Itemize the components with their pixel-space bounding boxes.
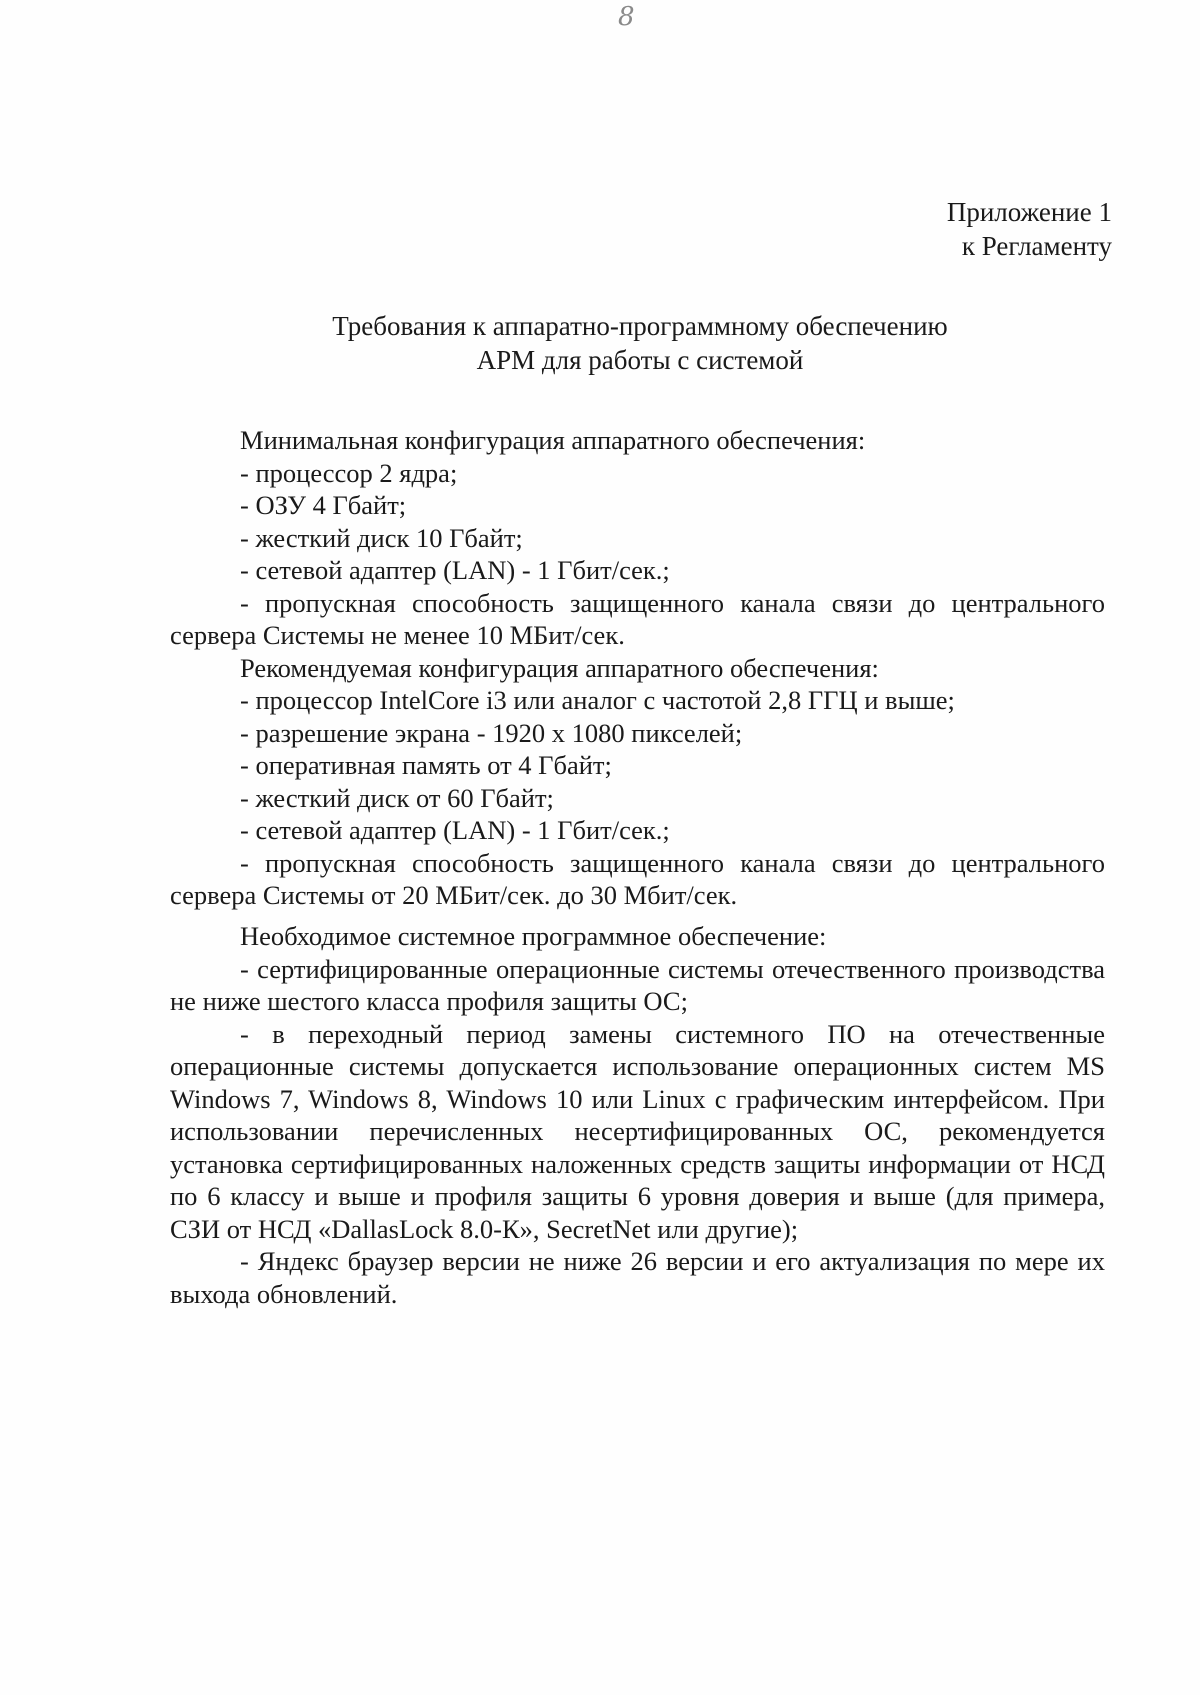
recommended-heading: Рекомендуемая конфигурация аппаратного обеспечения: xyxy=(240,652,879,683)
document-title xyxy=(190,309,1090,377)
software-paragraph-1: - сертифицированные операционные системы отечественного производства не ниже шестого класса профиля защиты ОС; xyxy=(170,953,1105,1016)
recommended-item: - процессор IntelCore i3 или аналог с частотой 2,8 ГГЦ и выше; xyxy=(240,685,955,715)
minimal-heading: Минимальная конфигурация аппаратного обеспечения: xyxy=(240,425,866,455)
software-section xyxy=(170,920,1105,1310)
hardware-section xyxy=(170,424,1105,912)
recommended-item: - жесткий диск от 60 Гбайт; xyxy=(240,782,554,813)
minimal-channel-line-1: - пропускная способность защищенного канала связи до центрального xyxy=(240,587,1105,618)
appendix-line-2: к Регламенту xyxy=(961,231,1112,261)
recommended-item: - сетевой адаптер (LAN) - 1 Гбит/сек.; xyxy=(240,815,670,845)
software-paragraph-2: - в переходный период замены системного ПО на отечественные операционные системы допускается использование операционных систем MS Windows 7, Windows 8, Windows 10 или Linux с графическим интерфейсом. При использовании перечисленных несертифицированных ОС, рекомендуется установка сертифицированных наложенных средств защиты информации от НСД по 6 классу и выше и профиля защиты 6 уровня доверия и выше (для примера, СЗИ от НСД «DallasLock 8.0-К», SecretNet или другие); xyxy=(170,1018,1105,1244)
title-line-1: Требования к аппаратно-программному обеспечению xyxy=(332,311,948,341)
page-number: 8 xyxy=(618,2,635,32)
appendix-note xyxy=(947,195,1112,263)
recommended-channel-line-2: сервера Системы от 20 МБит/сек. до 30 Мбит/сек. xyxy=(170,880,738,910)
recommended-channel-line-1: - пропускная способность защищенного канала связи до центрального xyxy=(240,847,1105,878)
recommended-item: - разрешение экрана - 1920 х 1080 пикселей; xyxy=(240,717,743,748)
minimal-item: - процессор 2 ядра; xyxy=(240,457,458,488)
minimal-item: - сетевой адаптер (LAN) - 1 Гбит/сек.; xyxy=(240,555,670,585)
software-paragraph-3: - Яндекс браузер версии не ниже 26 версии и его актуализация по мере их выхода обновлений. xyxy=(170,1246,1105,1309)
title-line-2: АРМ для работы с системой xyxy=(476,345,804,375)
recommended-item: - оперативная память от 4 Гбайт; xyxy=(240,750,612,780)
minimal-item: - жесткий диск 10 Гбайт; xyxy=(240,522,523,553)
minimal-item: - ОЗУ 4 Гбайт; xyxy=(240,490,407,520)
software-heading: Необходимое системное программное обеспечение: xyxy=(240,921,827,951)
minimal-channel-line-2: сервера Системы не менее 10 МБит/сек. xyxy=(170,620,625,650)
appendix-line-1: Приложение 1 xyxy=(946,197,1112,227)
